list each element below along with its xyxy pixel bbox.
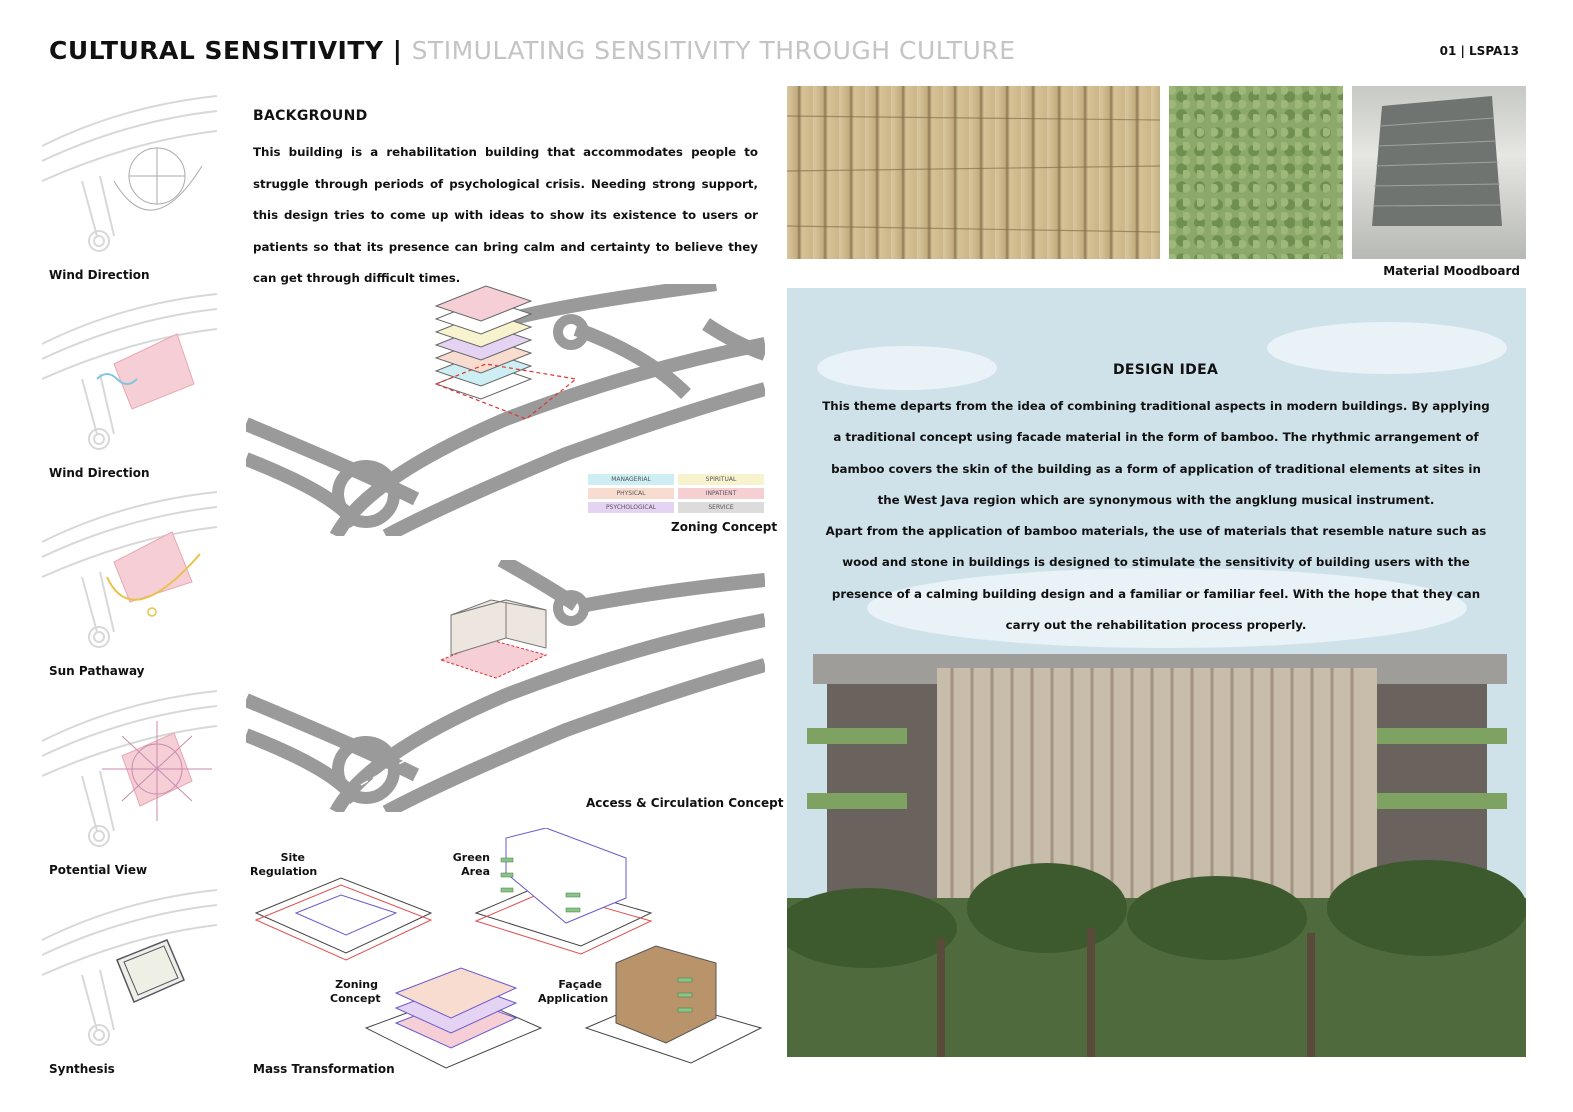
- sidebar-label-4: Potential View: [49, 863, 148, 877]
- design-idea-heading: DESIGN IDEA: [1113, 362, 1219, 378]
- background-heading: BACKGROUND: [253, 108, 368, 124]
- zoning-legend: [588, 474, 766, 513]
- sidebar-label-1: Wind Direction: [49, 268, 150, 282]
- title-main: CULTURAL SENSITIVITY |: [49, 36, 403, 65]
- green-wall-texture-image: [1169, 86, 1343, 259]
- legend-service: SERVICE: [678, 502, 764, 513]
- sidebar-label-3: Sun Pathaway: [49, 664, 145, 678]
- stone-texture-image: [1352, 86, 1526, 259]
- design-idea-body: [820, 391, 1492, 641]
- mass-transformation-diagram: [246, 828, 765, 1078]
- page-title: [49, 36, 1016, 68]
- legend-psychological: PSYCHOLOGICAL: [588, 502, 674, 513]
- access-circulation-label: Access & Circulation Concept: [586, 796, 784, 810]
- legend-spiritual: SPIRITUAL: [678, 474, 764, 485]
- moodboard-label: Material Moodboard: [1383, 264, 1520, 278]
- sidebar-label-2: Wind Direction: [49, 466, 150, 480]
- mass-step-green-area: Green Area: [452, 851, 490, 878]
- mass-step-site-regulation: Site Regulation: [250, 851, 318, 878]
- page-code: 01 | LSPA13: [1439, 44, 1519, 58]
- background-body: This building is a rehabilitation building that accommodates people to struggle through periods of psychological crisis. Needing strong support, this design tries to come up with ideas to show its existence to users or patients so that its presence can bring calm and certainty to believe they can get through difficult times.: [253, 145, 758, 285]
- legend-managerial: MANAGERIAL: [588, 474, 674, 485]
- mass-step-facade-application: Façade Application: [538, 978, 609, 1005]
- design-idea-paragraph-2: Apart from the application of bamboo materials, the use of materials that resemble nature such as wood and stone in buildings is designed to stimulate the sensitivity of building users with the presence of a calming building design and a familiar or familiar feel. With the hope that they can carry out the rehabilitation process properly.: [825, 524, 1487, 633]
- sun-pathaway-diagram: [42, 482, 217, 652]
- synthesis-diagram: [42, 880, 217, 1050]
- potential-view-diagram: [42, 681, 217, 851]
- legend-inpatient: INPATIENT: [678, 488, 764, 499]
- mass-step-zoning-concept: Zoning Concept: [330, 978, 381, 1005]
- bamboo-texture-image: [787, 86, 1160, 259]
- zoning-concept-label: Zoning Concept: [671, 520, 778, 534]
- legend-physical: PHYSICAL: [588, 488, 674, 499]
- sidebar-label-5: Synthesis: [49, 1062, 115, 1076]
- mass-transformation-label: Mass Transformation: [253, 1062, 395, 1076]
- access-circulation-diagram: [246, 560, 765, 812]
- wind-direction-diagram-1: [42, 86, 217, 256]
- title-sub: STIMULATING SENSITIVITY THROUGH CULTURE: [411, 36, 1016, 65]
- design-idea-paragraph-1: This theme departs from the idea of combining traditional aspects in modern buildings. By applying a traditional concept using facade material in the form of bamboo. The rhythmic arrangement of bamboo covers the skin of the building as a form of application of traditional elements at sites in the West Java region which are synonymous with the angklung musical instrument.: [822, 399, 1490, 507]
- wind-direction-diagram-2: [42, 284, 217, 454]
